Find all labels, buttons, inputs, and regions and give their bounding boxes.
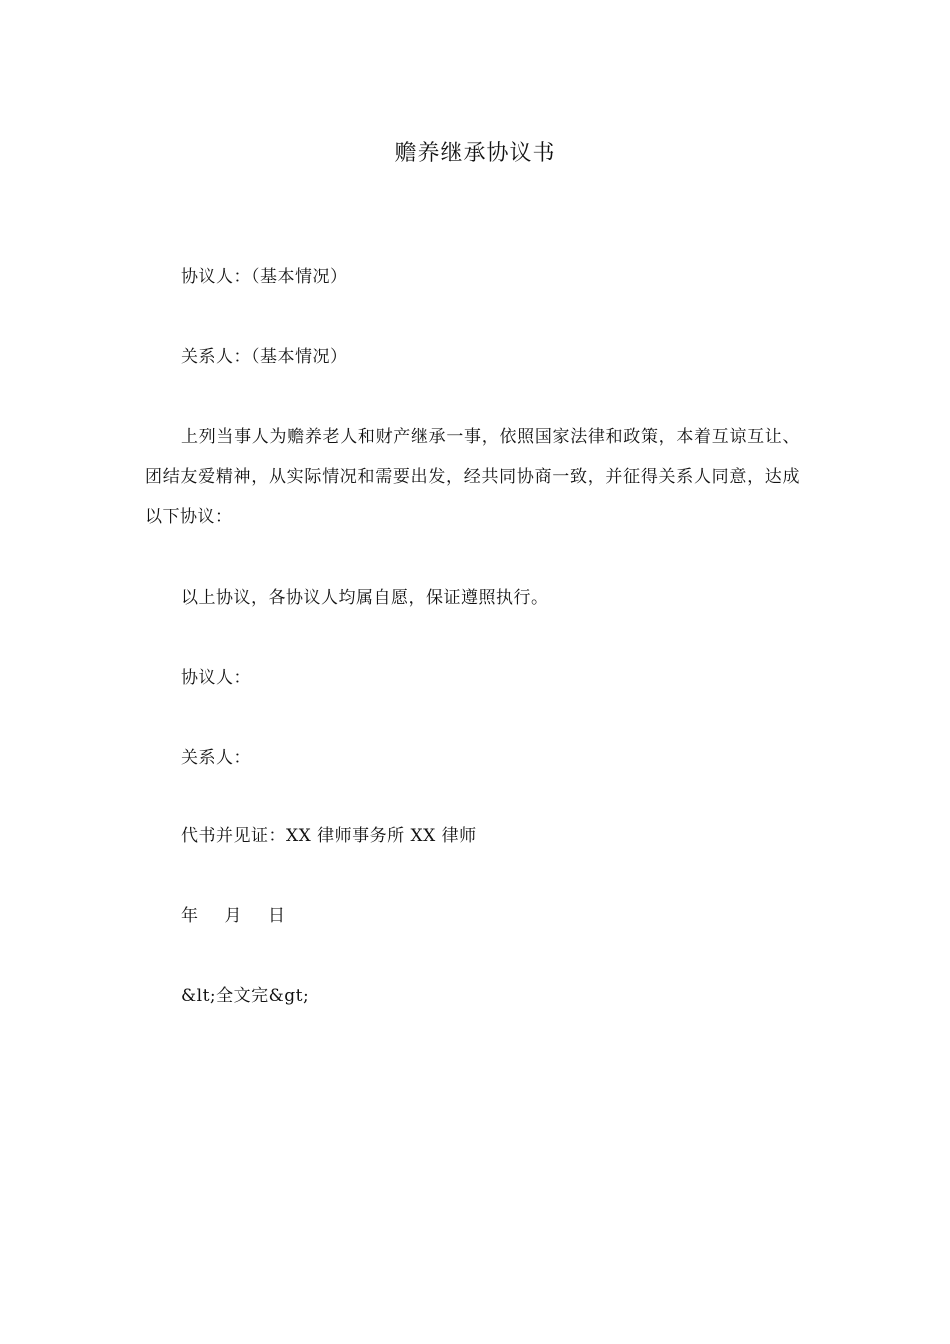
document-title: 赡养继承协议书: [394, 141, 556, 166]
closing-paragraph: 以上协议，各协议人均属自愿，保证遵照执行。: [181, 588, 549, 608]
date-day: 日: [268, 906, 286, 926]
date-month: 月: [224, 906, 242, 926]
date-line: [145, 896, 800, 936]
related-party-info-line: 关系人：（基本情况）: [181, 347, 348, 367]
related-signature-line: 关系人：: [181, 748, 251, 768]
party-info-line: 协议人：（基本情况）: [181, 267, 348, 287]
date-year: 年: [181, 906, 199, 926]
end-marker: &lt;全文完&gt;: [181, 986, 310, 1006]
party-signature-line: 协议人：: [181, 668, 251, 688]
intro-paragraph: 上列当事人为赡养老人和财产继承一事，依照国家法律和政策，本着互谅互让、团结友爱精神，从实际情况和需要出发，经共同协商一致，并征得关系人同意，达成以下协议：: [145, 427, 800, 527]
witness-line: 代书并见证：XX 律师事务所 XX 律师: [181, 826, 477, 846]
